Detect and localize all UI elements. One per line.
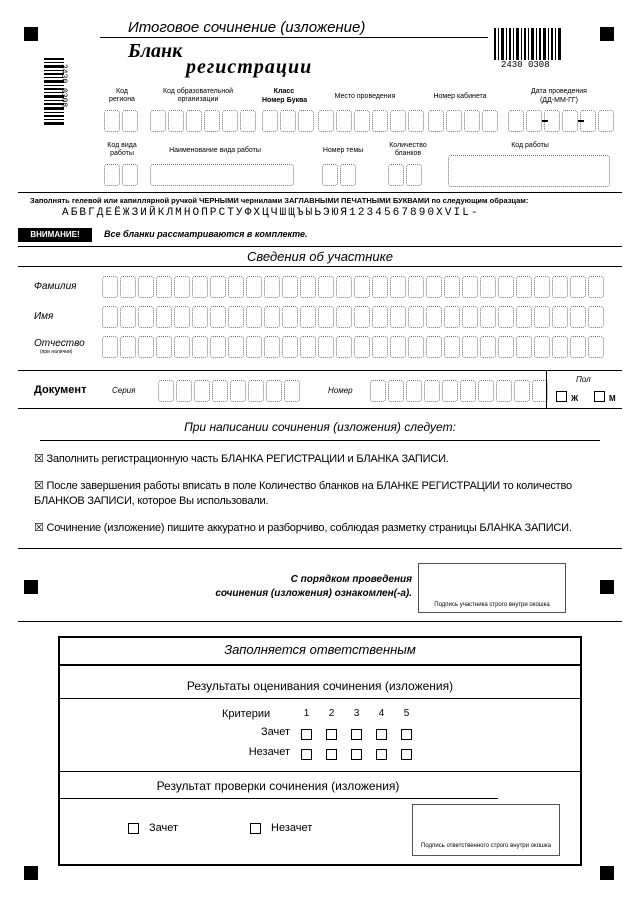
label-sex: Пол bbox=[576, 375, 591, 384]
letter-cell[interactable] bbox=[156, 306, 172, 328]
letter-cell[interactable] bbox=[462, 306, 478, 328]
label-date-format: (ДД-ММ-ГГ) bbox=[539, 97, 579, 104]
label-patronymic: Отчество bbox=[34, 338, 85, 349]
criterion-fail-checkbox[interactable] bbox=[351, 749, 362, 760]
letter-cell[interactable] bbox=[336, 336, 352, 358]
letter-cell[interactable] bbox=[156, 276, 172, 298]
letter-cell[interactable] bbox=[246, 306, 262, 328]
label-work-type-name: Наименование вида работы bbox=[169, 147, 261, 154]
corner-marker bbox=[600, 866, 614, 880]
letter-cell[interactable] bbox=[264, 336, 280, 358]
letter-cell[interactable] bbox=[120, 276, 136, 298]
criterion-number: 1 bbox=[303, 708, 310, 719]
letter-cell[interactable] bbox=[588, 306, 604, 328]
letter-cell[interactable] bbox=[478, 380, 494, 402]
letter-cell[interactable] bbox=[192, 276, 208, 298]
letter-cell[interactable] bbox=[588, 336, 604, 358]
corner-marker bbox=[600, 27, 614, 41]
corner-marker bbox=[24, 580, 38, 594]
letter-cell[interactable] bbox=[532, 380, 548, 402]
letter-cell[interactable] bbox=[406, 380, 422, 402]
letter-cell[interactable] bbox=[102, 306, 118, 328]
criterion-fail-checkbox[interactable] bbox=[376, 749, 387, 760]
field-work-type-code[interactable] bbox=[104, 164, 140, 186]
letter-cell[interactable] bbox=[480, 276, 496, 298]
letter-cell[interactable] bbox=[372, 306, 388, 328]
letter-cell[interactable] bbox=[354, 336, 370, 358]
letter-cell[interactable] bbox=[176, 380, 192, 402]
letter-cell[interactable] bbox=[318, 276, 334, 298]
letter-cell[interactable] bbox=[120, 306, 136, 328]
rule-item: ☒ Заполнить регистрационную часть БЛАНКА РЕГИСТРАЦИИ и БЛАНКА ЗАПИСИ. bbox=[34, 453, 449, 465]
letter-cell[interactable] bbox=[282, 276, 298, 298]
letter-cell[interactable] bbox=[424, 380, 440, 402]
form-title: Итоговое сочинение (изложение) bbox=[128, 19, 366, 36]
letter-cell[interactable] bbox=[480, 306, 496, 328]
criterion-pass-checkbox[interactable] bbox=[326, 729, 337, 740]
letter-cell[interactable] bbox=[138, 306, 154, 328]
letter-cell[interactable] bbox=[264, 306, 280, 328]
letter-cell[interactable] bbox=[210, 276, 226, 298]
letter-cell[interactable] bbox=[372, 276, 388, 298]
letter-cell[interactable] bbox=[120, 336, 136, 358]
sex-female-checkbox[interactable]: Ж bbox=[556, 388, 578, 406]
letter-cell[interactable] bbox=[138, 336, 154, 358]
criterion-number: 5 bbox=[403, 708, 410, 719]
field-place[interactable] bbox=[318, 110, 426, 132]
criterion-pass-checkbox[interactable] bbox=[401, 729, 412, 740]
label-class-number: Номер bbox=[262, 97, 285, 104]
sample-chars: АБВГДЕЁЖЗИЙКЛМНОПРСТУФХЦЧШЩЪЫЬЭЮЯ1234567890XVIL- bbox=[62, 207, 480, 219]
letter-cell[interactable] bbox=[496, 380, 512, 402]
label-org: Код образовательной организации bbox=[162, 88, 234, 103]
letter-cell[interactable] bbox=[426, 276, 442, 298]
field-name[interactable] bbox=[102, 306, 606, 328]
letter-cell[interactable] bbox=[174, 306, 190, 328]
label-surname: Фамилия bbox=[34, 281, 77, 292]
letter-cell[interactable] bbox=[336, 306, 352, 328]
field-work-code bbox=[448, 155, 610, 187]
letter-cell[interactable] bbox=[282, 306, 298, 328]
letter-cell[interactable] bbox=[228, 336, 244, 358]
letter-cell[interactable] bbox=[390, 306, 406, 328]
field-work-type-name bbox=[150, 164, 294, 186]
letter-cell[interactable] bbox=[174, 336, 190, 358]
label-topic-number: Номер темы bbox=[322, 147, 364, 154]
letter-cell[interactable] bbox=[408, 306, 424, 328]
field-region[interactable] bbox=[104, 110, 140, 132]
letter-cell[interactable] bbox=[102, 336, 118, 358]
criterion-fail-checkbox[interactable] bbox=[301, 749, 312, 760]
ack-line1: С порядком проведения bbox=[290, 574, 412, 585]
letter-cell[interactable] bbox=[516, 276, 532, 298]
rule-item: ☒ Сочинение (изложение) пишите аккуратно и разборчиво, соблюдая разметку страницы БЛАНКА ЗАПИСИ. bbox=[34, 522, 572, 534]
letter-cell[interactable] bbox=[230, 380, 246, 402]
letter-cell[interactable] bbox=[388, 380, 404, 402]
form-name: Бланк bbox=[128, 40, 183, 62]
criterion-number: 3 bbox=[353, 708, 360, 719]
letter-cell[interactable] bbox=[408, 336, 424, 358]
criterion-pass-checkbox[interactable] bbox=[376, 729, 387, 740]
letter-cell[interactable] bbox=[318, 336, 334, 358]
criteria-fail-label: Незачет bbox=[248, 746, 290, 758]
sex-male-checkbox[interactable]: М bbox=[594, 388, 616, 406]
letter-cell[interactable] bbox=[300, 276, 316, 298]
letter-cell[interactable] bbox=[534, 336, 550, 358]
participant-title: Сведения об участнике bbox=[246, 249, 394, 264]
letter-cell[interactable] bbox=[156, 336, 172, 358]
responsible-title: Заполняется ответственным bbox=[224, 642, 416, 657]
rules-title: При написании сочинения (изложения) следует: bbox=[184, 420, 456, 434]
criteria-fail-row bbox=[294, 746, 419, 764]
responsible-signature-caption: Подпись ответственного строго внутри окошка bbox=[421, 843, 551, 849]
criterion-fail-checkbox[interactable] bbox=[326, 749, 337, 760]
letter-cell[interactable] bbox=[552, 276, 568, 298]
letter-cell[interactable] bbox=[282, 336, 298, 358]
letter-cell[interactable] bbox=[370, 380, 386, 402]
letter-cell[interactable] bbox=[552, 336, 568, 358]
field-patronymic[interactable] bbox=[102, 336, 606, 358]
form-name: регистрации bbox=[186, 56, 313, 78]
letter-cell[interactable] bbox=[444, 336, 460, 358]
field-topic-number[interactable] bbox=[322, 164, 358, 186]
letter-cell[interactable] bbox=[194, 380, 210, 402]
letter-cell[interactable] bbox=[138, 276, 154, 298]
barcode-number-vertical: 2430 0308 bbox=[59, 64, 68, 108]
letter-cell[interactable] bbox=[246, 276, 262, 298]
check-title: Результат проверки сочинения (изложения) bbox=[156, 779, 400, 793]
letter-cell[interactable] bbox=[212, 380, 228, 402]
patronymic-note: (при наличии) bbox=[40, 349, 73, 355]
criterion-number: 2 bbox=[328, 708, 335, 719]
letter-cell[interactable] bbox=[336, 276, 352, 298]
letter-cell[interactable] bbox=[284, 380, 300, 402]
attention-text: Все бланки рассматриваются в комплекте. bbox=[104, 229, 308, 239]
barcode-number: 2430 0308 bbox=[501, 60, 550, 70]
label-room: Номер кабинета bbox=[433, 93, 487, 100]
letter-cell[interactable] bbox=[264, 276, 280, 298]
label-series: Серия bbox=[112, 386, 136, 395]
letter-cell[interactable] bbox=[426, 306, 442, 328]
label-place: Место проведения bbox=[334, 93, 396, 100]
letter-cell[interactable] bbox=[442, 380, 458, 402]
letter-cell[interactable] bbox=[192, 306, 208, 328]
letter-cell[interactable] bbox=[462, 336, 478, 358]
label-class-letter: Буква bbox=[286, 97, 308, 104]
label-name: Имя bbox=[34, 311, 54, 322]
label-number: Номер bbox=[328, 386, 353, 395]
letter-cell[interactable] bbox=[192, 336, 208, 358]
label-date: Дата проведения bbox=[531, 88, 587, 95]
letter-cell[interactable] bbox=[498, 276, 514, 298]
letter-cell[interactable] bbox=[300, 306, 316, 328]
field-doc-number[interactable] bbox=[370, 380, 550, 402]
letter-cell[interactable] bbox=[372, 336, 388, 358]
letter-cell[interactable] bbox=[210, 306, 226, 328]
corner-marker bbox=[24, 27, 38, 41]
letter-cell[interactable] bbox=[354, 306, 370, 328]
letter-cell[interactable] bbox=[158, 380, 174, 402]
letter-cell[interactable] bbox=[318, 306, 334, 328]
label-class: Класс bbox=[273, 88, 295, 95]
rules-list bbox=[34, 452, 608, 548]
criteria-label: Критерии bbox=[222, 708, 271, 720]
letter-cell[interactable] bbox=[426, 336, 442, 358]
letter-cell[interactable] bbox=[480, 336, 496, 358]
criteria-pass-label: Зачет bbox=[260, 726, 290, 738]
criterion-number: 4 bbox=[378, 708, 385, 719]
final-pass-option[interactable]: Зачет bbox=[128, 822, 178, 834]
final-fail-option[interactable]: Незачет bbox=[250, 822, 312, 834]
field-date[interactable] bbox=[508, 110, 616, 132]
letter-cell[interactable] bbox=[228, 306, 244, 328]
letter-cell[interactable] bbox=[390, 276, 406, 298]
letter-cell[interactable] bbox=[514, 380, 530, 402]
letter-cell[interactable] bbox=[354, 276, 370, 298]
rule-item: ☒ После завершения работы вписать в поле Количество бланков на БЛАНКЕ РЕГИСТРАЦИИ то количество БЛАНКОВ ЗАПИСИ, которое Вы использовали. bbox=[34, 480, 572, 507]
label-work-type-code: Код вида работы bbox=[107, 142, 137, 157]
participant-signature-caption: Подпись участника строго внутри окошка bbox=[434, 602, 550, 608]
field-class[interactable] bbox=[262, 110, 316, 132]
letter-cell[interactable] bbox=[174, 276, 190, 298]
field-series[interactable] bbox=[158, 380, 302, 402]
letter-cell[interactable] bbox=[210, 336, 226, 358]
letter-cell[interactable] bbox=[516, 336, 532, 358]
letter-cell[interactable] bbox=[570, 336, 586, 358]
letter-cell[interactable] bbox=[498, 306, 514, 328]
criteria-numbers bbox=[294, 708, 419, 719]
criterion-fail-checkbox[interactable] bbox=[401, 749, 412, 760]
ack-line2: сочинения (изложения) ознакомлен(-а). bbox=[215, 588, 412, 599]
letter-cell[interactable] bbox=[516, 306, 532, 328]
criterion-pass-checkbox[interactable] bbox=[351, 729, 362, 740]
letter-cell[interactable] bbox=[248, 380, 264, 402]
letter-cell[interactable] bbox=[300, 336, 316, 358]
letter-cell[interactable] bbox=[462, 276, 478, 298]
letter-cell[interactable] bbox=[266, 380, 282, 402]
letter-cell[interactable] bbox=[570, 276, 586, 298]
letter-cell[interactable] bbox=[444, 306, 460, 328]
criteria-pass-row bbox=[294, 726, 419, 744]
letter-cell[interactable] bbox=[102, 276, 118, 298]
field-room[interactable] bbox=[428, 110, 500, 132]
corner-marker bbox=[600, 580, 614, 594]
letter-cell[interactable] bbox=[498, 336, 514, 358]
letter-cell[interactable] bbox=[408, 276, 424, 298]
letter-cell[interactable] bbox=[246, 336, 262, 358]
criterion-pass-checkbox[interactable] bbox=[301, 729, 312, 740]
letter-cell[interactable] bbox=[588, 276, 604, 298]
label-blank-count: Количество бланков bbox=[389, 142, 427, 157]
field-org[interactable] bbox=[150, 110, 258, 132]
attention-badge: ВНИМАНИЕ! bbox=[18, 228, 92, 242]
label-work-code: Код работы bbox=[511, 142, 549, 149]
eval-title: Результаты оценивания сочинения (изложения) bbox=[186, 679, 454, 693]
letter-cell[interactable] bbox=[228, 276, 244, 298]
letter-cell[interactable] bbox=[552, 306, 568, 328]
letter-cell[interactable] bbox=[534, 306, 550, 328]
letter-cell[interactable] bbox=[570, 306, 586, 328]
letter-cell[interactable] bbox=[460, 380, 476, 402]
letter-cell[interactable] bbox=[534, 276, 550, 298]
label-document: Документ bbox=[34, 384, 87, 396]
corner-marker bbox=[24, 866, 38, 880]
label-region: Код региона bbox=[109, 88, 135, 103]
letter-cell[interactable] bbox=[390, 336, 406, 358]
fill-rule: Заполнять гелевой или капиллярной ручкой ЧЕРНЫМИ чернилами ЗАГЛАВНЫМИ ПЕЧАТНЫМИ БУКВАМИ по следующим образцам: bbox=[30, 196, 529, 205]
field-surname[interactable] bbox=[102, 276, 606, 298]
letter-cell[interactable] bbox=[444, 276, 460, 298]
field-blank-count[interactable] bbox=[388, 164, 424, 186]
